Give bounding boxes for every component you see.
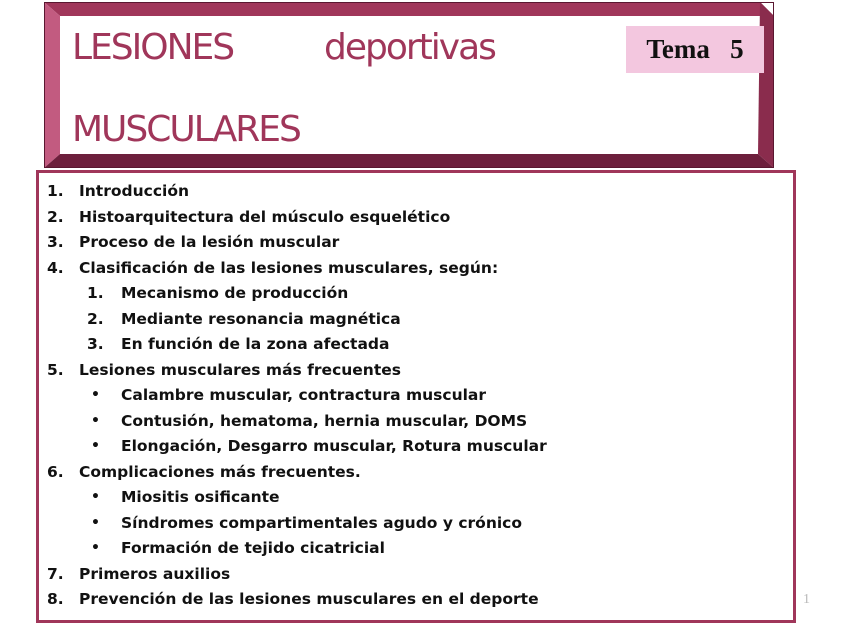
bevel-bottom: [44, 154, 774, 168]
bullet-marker: •: [91, 387, 100, 403]
toc-number: 1.: [47, 182, 64, 200]
bullet-marker: •: [91, 438, 100, 454]
bullet-marker: •: [91, 514, 100, 531]
page-number: 1: [803, 592, 810, 607]
toc-item-text: Mediante resonancia magnética: [121, 309, 401, 328]
toc-item-text: Formación de tejido cicatricial: [121, 539, 385, 557]
toc-number: 3.: [47, 233, 64, 251]
toc-item-text: Mecanismo de producción: [121, 284, 349, 302]
toc-number: 5.: [47, 360, 64, 379]
tema-badge: Tema 5: [626, 26, 764, 73]
content-box: [36, 170, 796, 623]
title-word-musculares: MUSCULARES: [72, 109, 300, 150]
bullet-marker: •: [91, 412, 100, 429]
bevel-top: [44, 2, 774, 16]
toc-number: 8.: [47, 590, 64, 608]
toc-item-text: Proceso de la lesión muscular: [79, 233, 340, 251]
toc-item-text: Primeros auxilios: [79, 564, 231, 583]
toc-item-text: Introducción: [79, 182, 190, 200]
toc-item-text: Calambre muscular, contractura muscular: [121, 386, 487, 404]
toc-number: 6.: [47, 462, 64, 481]
title-panel: [60, 16, 758, 154]
toc-item-text: Histoarquitectura del músculo esquelético: [79, 207, 451, 226]
bullet-marker: •: [91, 489, 100, 505]
title-banner: [44, 2, 774, 168]
toc-item-text: En función de la zona afectada: [121, 335, 390, 353]
toc-item-text: Prevención de las lesiones musculares en el deporte: [79, 590, 539, 608]
toc-number: 7.: [47, 564, 64, 583]
toc-number: 2.: [47, 207, 64, 226]
title-word-lesiones: LESIONES: [72, 27, 234, 68]
bevel-left: [44, 2, 60, 168]
toc-item-text: Clasificación de las lesiones musculares, según:: [79, 258, 499, 277]
toc-item-text: Complicaciones más frecuentes.: [79, 462, 361, 481]
toc-item-text: Miositis osificante: [121, 488, 280, 506]
toc-item-text: Contusión, hematoma, hernia muscular, DOMS: [121, 411, 528, 430]
bullet-marker: •: [91, 540, 100, 556]
toc-number: 1.: [87, 284, 104, 302]
toc-number: 4.: [47, 258, 64, 277]
toc-item-text: Elongación, Desgarro muscular, Rotura muscular: [121, 437, 547, 455]
toc-item-text: Síndromes compartimentales agudo y crónico: [121, 513, 523, 532]
title-word-deportivas: deportivas: [324, 27, 495, 68]
toc-number: 2.: [87, 309, 104, 328]
toc-number: 3.: [87, 335, 104, 353]
toc-item-text: Lesiones musculares más frecuentes: [79, 360, 401, 379]
